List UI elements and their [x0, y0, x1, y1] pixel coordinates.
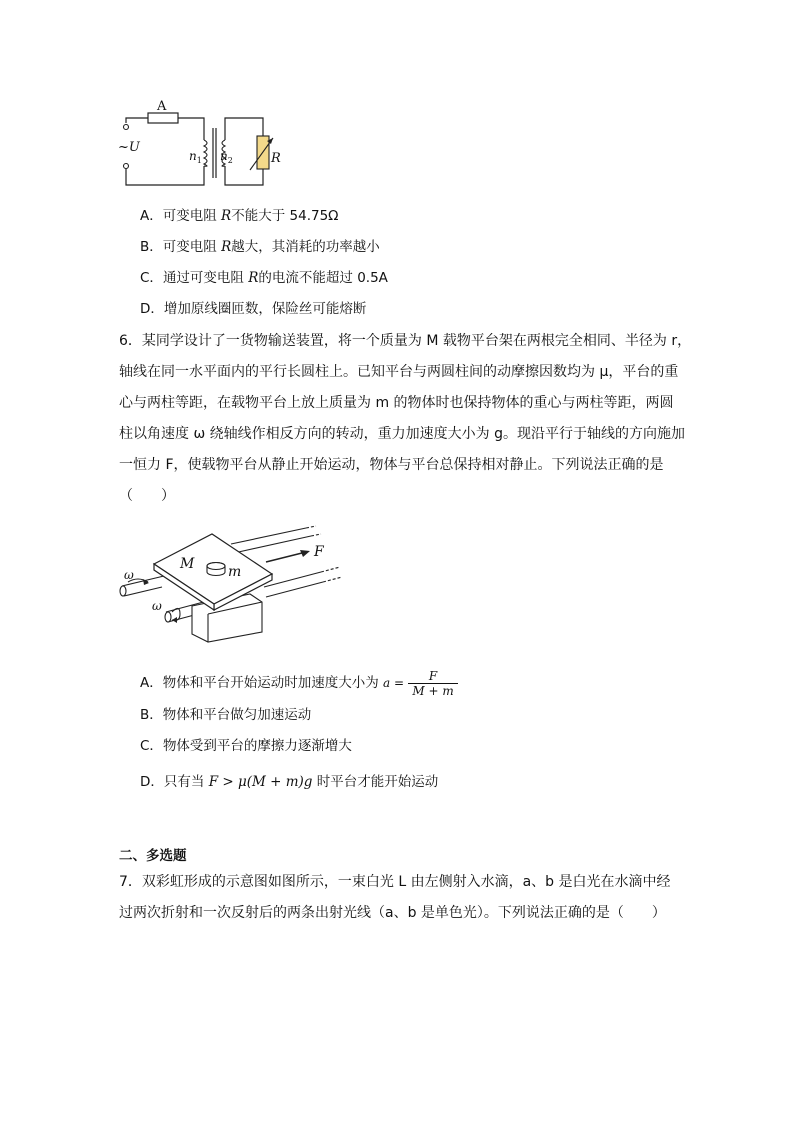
q5-option-a: A．可变电阻 R不能大于 54.75Ω — [140, 208, 339, 224]
n1-sub: 1 — [196, 156, 202, 165]
svg-text:n2 — [220, 149, 233, 165]
platform-mass-label: M — [180, 556, 195, 572]
q6-option-c: C．物体受到平台的摩擦力逐渐增大 — [140, 738, 352, 754]
q6-option-d: D．只有当 F > μ(M + m)g 时平台才能开始运动 — [140, 774, 439, 790]
q6-line-4: 柱以角速度 ω 绕轴线作相反方向的转动，重力加速度大小为 g。现沿平行于轴线的方向施加 — [119, 426, 685, 442]
object-mass-label: m — [228, 564, 242, 580]
q6-line-5: 一恒力 F，使载物平台从静止开始运动，物体与平台总保持相对静止。下列说法正确的是 — [119, 457, 664, 473]
q6-line-2: 轴线在同一水平面内的平行长圆柱上。已知平台与两圆柱间的动摩擦因数均为 μ，平台的重 — [119, 364, 679, 380]
q6-line-3: 心与两柱等距，在载物平台上放上质量为 m 的物体时也保持物体的重心与两柱等距，两圆 — [119, 395, 674, 411]
q5-option-b: B．可变电阻 R越大，其消耗的功率越小 — [140, 239, 380, 255]
q6-line-6: （ ） — [119, 488, 175, 504]
force-label: F — [314, 544, 324, 560]
q7-line-1: 7．双彩虹形成的示意图如图所示，一束白光 L 由左侧射入水滴，a、b 是白光在水滴中经 — [119, 874, 671, 890]
q6-option-b: B．物体和平台做匀加速运动 — [140, 707, 312, 723]
acceleration-fraction: $\frac{F}{M + m}$ — [408, 669, 457, 698]
friction-condition-formula: F > μ(M + m)g — [208, 774, 313, 790]
q5-option-d: D．增加原线圈匝数，保险丝可能熔断 — [140, 301, 367, 317]
q6-line-1: 6．某同学设计了一货物输送装置，将一个质量为 M 载物平台架在两根完全相同、半径为 r， — [119, 333, 692, 349]
section-heading-multiple-choice: 二、多选题 — [119, 848, 187, 864]
omega-label-1: ω — [124, 568, 134, 582]
n2-sub: 2 — [227, 156, 233, 165]
omega-label-2: ω — [152, 599, 162, 613]
transformer-circuit-figure — [112, 98, 292, 194]
n1-label: n — [189, 149, 197, 163]
q6-option-a: A．物体和平台开始运动时加速度大小为 a = $\frac{F}{M + m}$ — [140, 668, 458, 698]
resistor-label: R — [271, 151, 281, 166]
n2-label: n — [220, 149, 228, 163]
conveyor-platform-figure — [116, 524, 356, 644]
q7-line-2: 过两次折射和一次反射后的两条出射光线（a、b 是单色光）。下列说法正确的是（ ） — [119, 905, 666, 921]
ammeter-label: A — [157, 99, 167, 114]
svg-text:n1 — [189, 149, 202, 165]
source-label: ~U — [118, 140, 140, 155]
fuse-ammeter — [148, 113, 178, 123]
q5-option-c: C．通过可变电阻 R的电流不能超过 0.5A — [140, 270, 388, 286]
